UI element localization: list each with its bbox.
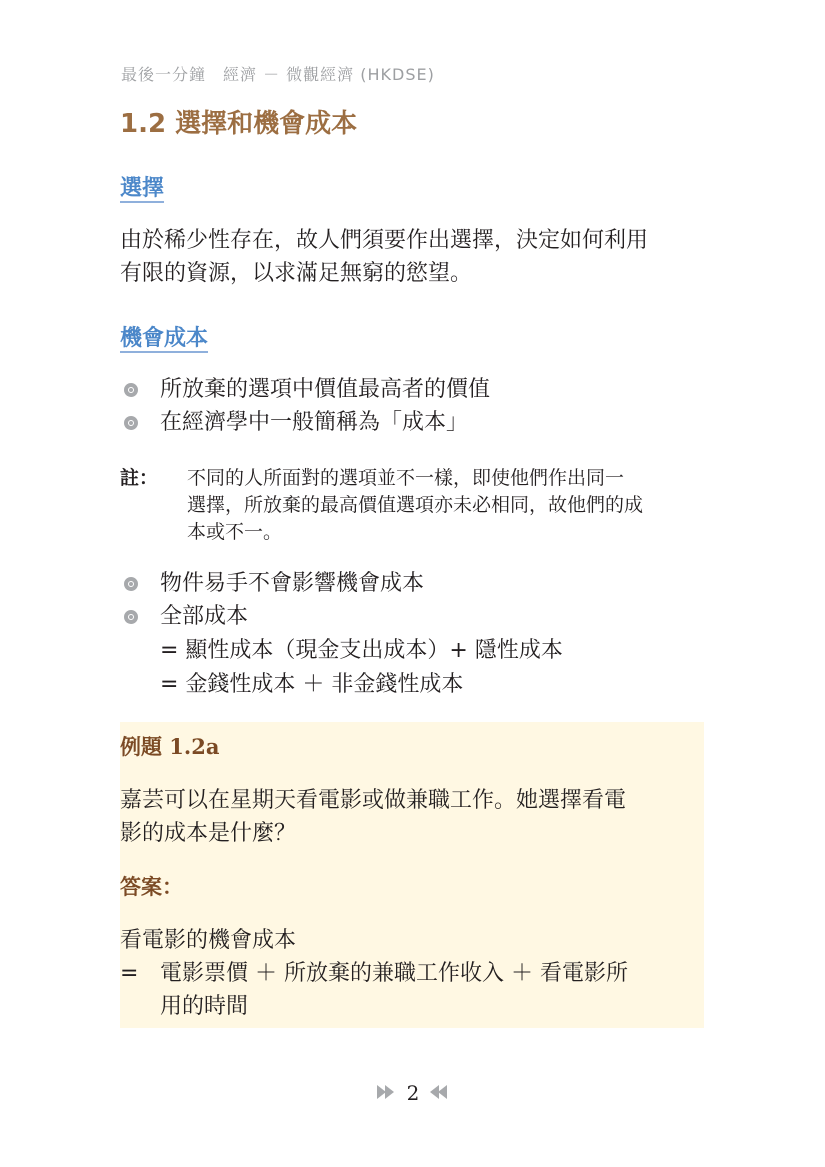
example-question-line-1: 嘉芸可以在星期天看電影或做兼職工作。她選擇看電 <box>120 788 627 813</box>
list-item-text: 物件易手不會影響機會成本 <box>160 571 425 596</box>
answer-line-2: 用的時間 <box>160 994 249 1019</box>
note-label: 註： <box>120 467 159 489</box>
bullet-icon <box>124 416 138 430</box>
heading-choice: 選擇 <box>120 176 165 201</box>
double-arrow-left-icon <box>430 1085 448 1099</box>
answer-line-1: 電影票價 ＋ 所放棄的兼職工作收入 ＋ 看電影所 <box>160 961 628 986</box>
total-cost-equation-1: = 顯性成本（現金支出成本）+ 隱性成本 <box>160 638 563 663</box>
list-item-text: 在經濟學中一般簡稱為「成本」 <box>160 410 469 435</box>
section-title: 1.2 選擇和機會成本 <box>120 109 358 139</box>
note-line-3: 本或不一。 <box>187 521 283 543</box>
answer-intro: 看電影的機會成本 <box>120 928 297 953</box>
bullet-icon <box>124 577 138 591</box>
bullet-icon <box>124 383 138 397</box>
answer-equals-sign: = <box>120 961 139 986</box>
note-line-2: 選擇，所放棄的最高價值選項亦未必相同，故他們的成 <box>187 494 644 516</box>
bullet-icon <box>124 610 138 624</box>
choice-paragraph-line-2: 有限的資源，以求滿足無窮的慾望。 <box>120 261 473 286</box>
answer-label: 答案： <box>120 874 183 899</box>
example-title: 例題 1.2a <box>120 734 220 759</box>
choice-paragraph-line-1: 由於稀少性存在，故人們須要作出選擇，決定如何利用 <box>120 228 649 253</box>
example-question-line-2: 影的成本是什麼？ <box>120 821 297 846</box>
list-item-text: 全部成本 <box>160 604 249 629</box>
page-footer <box>0 1079 825 1107</box>
double-arrow-right-icon <box>377 1085 395 1099</box>
running-header: 最後一分鐘 經濟 － 微觀經濟 (HKDSE) <box>121 65 435 84</box>
list-item-text: 所放棄的選項中價值最高者的價值 <box>160 377 491 402</box>
heading-opportunity-cost: 機會成本 <box>120 326 209 351</box>
total-cost-equation-2: = 金錢性成本 ＋ 非金錢性成本 <box>160 672 464 697</box>
note-line-1: 不同的人所面對的選項並不一樣，即使他們作出同一 <box>187 467 625 489</box>
page-number: 2 <box>406 1081 420 1105</box>
